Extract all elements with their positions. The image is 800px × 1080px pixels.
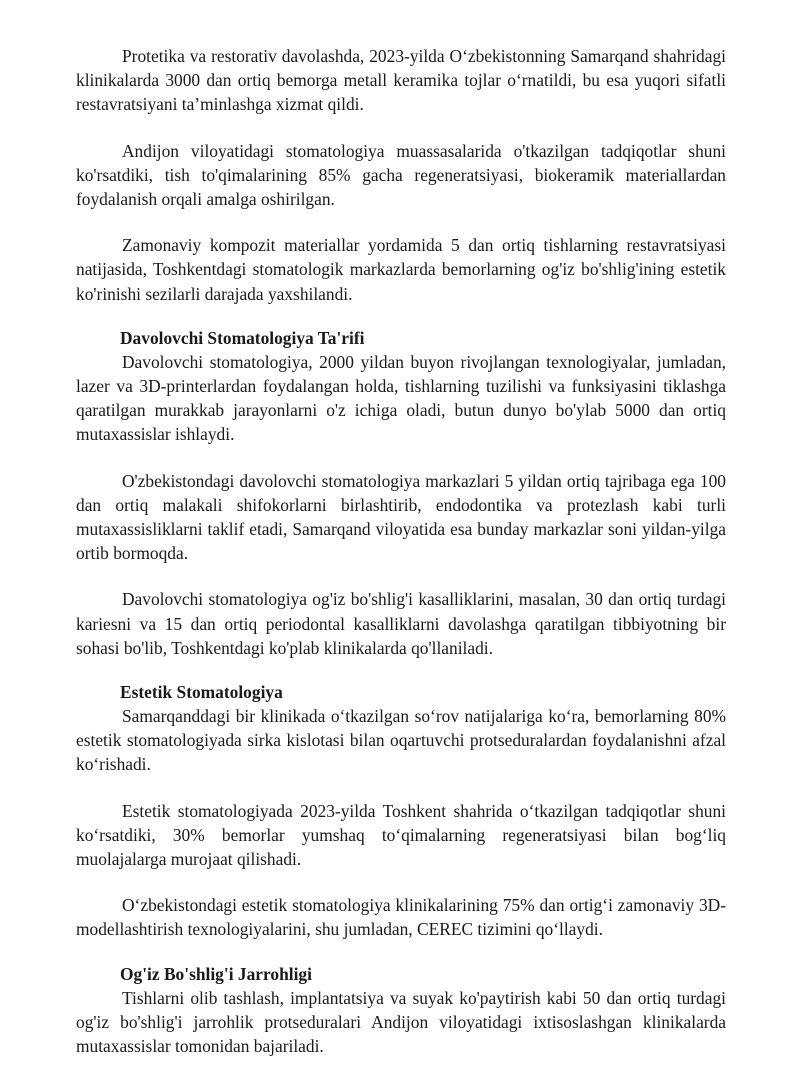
- davolovchi-paragraph-2: O'zbekistondagi davolovchi stomatologiya markazlari 5 yildan ortiq tajribaga ega 100 dan ortiq malakali shifokorlarni birlashtirib, endodontika va protezlash kabi turli mutaxassisliklarni taklif etadi, Samarqand viloyatida esa bunday markazlar soni yildan-yilga ortib bormoqda.: [76, 470, 726, 564]
- heading-davolovchi-stomatologiya: Davolovchi Stomatologiya Ta'rifi: [120, 327, 365, 348]
- estetik-paragraph-3: O‘zbekistondagi estetik stomatologiya klinikalarining 75% dan ortig‘i zamonaviy 3D-modellashtirish texnologiyalarini, shu jumladan, CEREC tizimini qo‘llaydi.: [76, 895, 726, 940]
- jarrohlik-paragraph-1: Tishlarni olib tashlash, implantatsiya va suyak ko'paytirish kabi 50 dan ortiq turdagi og'iz bo'shlig'i jarrohlik protseduralari Andijon viloyatidagi ixtisoslashgan klinikalarda mutaxassislar tomonidan bajariladi.: [76, 987, 726, 1057]
- heading-estetik-stomatologiya: Estetik Stomatologiya: [120, 682, 283, 703]
- intro-paragraph-1: Protetika va restorativ davolashda, 2023-yilda O‘zbekistonning Samarqand shahridagi klinikalarda 3000 dan ortiq bemorga metall keramika tojlar o‘rnatildi, bu esa yuqori sifatli restavratsiyani ta’minlashga xizmat qildi.: [76, 46, 726, 115]
- estetik-paragraph-2: Estetik stomatologiyada 2023-yilda Toshkent shahrida o‘tkazilgan tadqiqotlar shuni ko‘rsatdiki, 30% bemorlar yumshaq to‘qimalarning regeneratsiyasi bilan bog‘liq muolajalarga murojaat qilishadi.: [76, 800, 726, 870]
- davolovchi-paragraph-1: Davolovchi stomatologiya, 2000 yildan buyon rivojlangan texnologiyalar, jumladan, lazer va 3D-printerlardan foydalangan holda, tishlarning tuzilishi va funksiyasini tiklashga qaratilgan murakkab jarayonlarni o'z ichiga oladi, butun dunyo bo'ylab 5000 dan ortiq mutaxassislar ishlaydi.: [76, 351, 726, 445]
- estetik-paragraph-1: Samarqanddagi bir klinikada o‘tkazilgan so‘rov natijalariga ko‘ra, bemorlarning 80% estetik stomatologiyada sirka kislotasi bilan oqartuvchi protseduralardan foydalanishni afzal ko‘rishadi.: [76, 706, 726, 775]
- document-page: [76, 44, 726, 1080]
- heading-ogiz-boshligi-jarrohligi: Og'iz Bo'shlig'i Jarrohligi: [120, 963, 312, 984]
- intro-paragraph-3: Zamonaviy kompozit materiallar yordamida 5 dan ortiq tishlarning restavratsiyasi natijasida, Toshkentdagi stomatologik markazlarda bemorlarning og'iz bo'shlig'ining estetik ko'rinishi sezilarli darajada yaxshilandi.: [76, 235, 726, 304]
- davolovchi-paragraph-3: Davolovchi stomatologiya og'iz bo'shlig'i kasalliklarini, masalan, 30 dan ortiq turdagi kariesni va 15 dan ortiq periodontal kasalliklarni davolashga qaratilgan tibbiyotning bir sohasi bo'lib, Toshkentdagi ko'plab klinikalarda qo'llaniladi.: [76, 589, 726, 658]
- intro-paragraph-2: Andijon viloyatidagi stomatologiya muassasalarida o'tkazilgan tadqiqotlar shuni ko'rsatdiki, tish to'qimalarining 85% gacha regeneratsiyasi, biokeramik materiallardan foydalanish orqali amalga oshirilgan.: [76, 140, 726, 210]
